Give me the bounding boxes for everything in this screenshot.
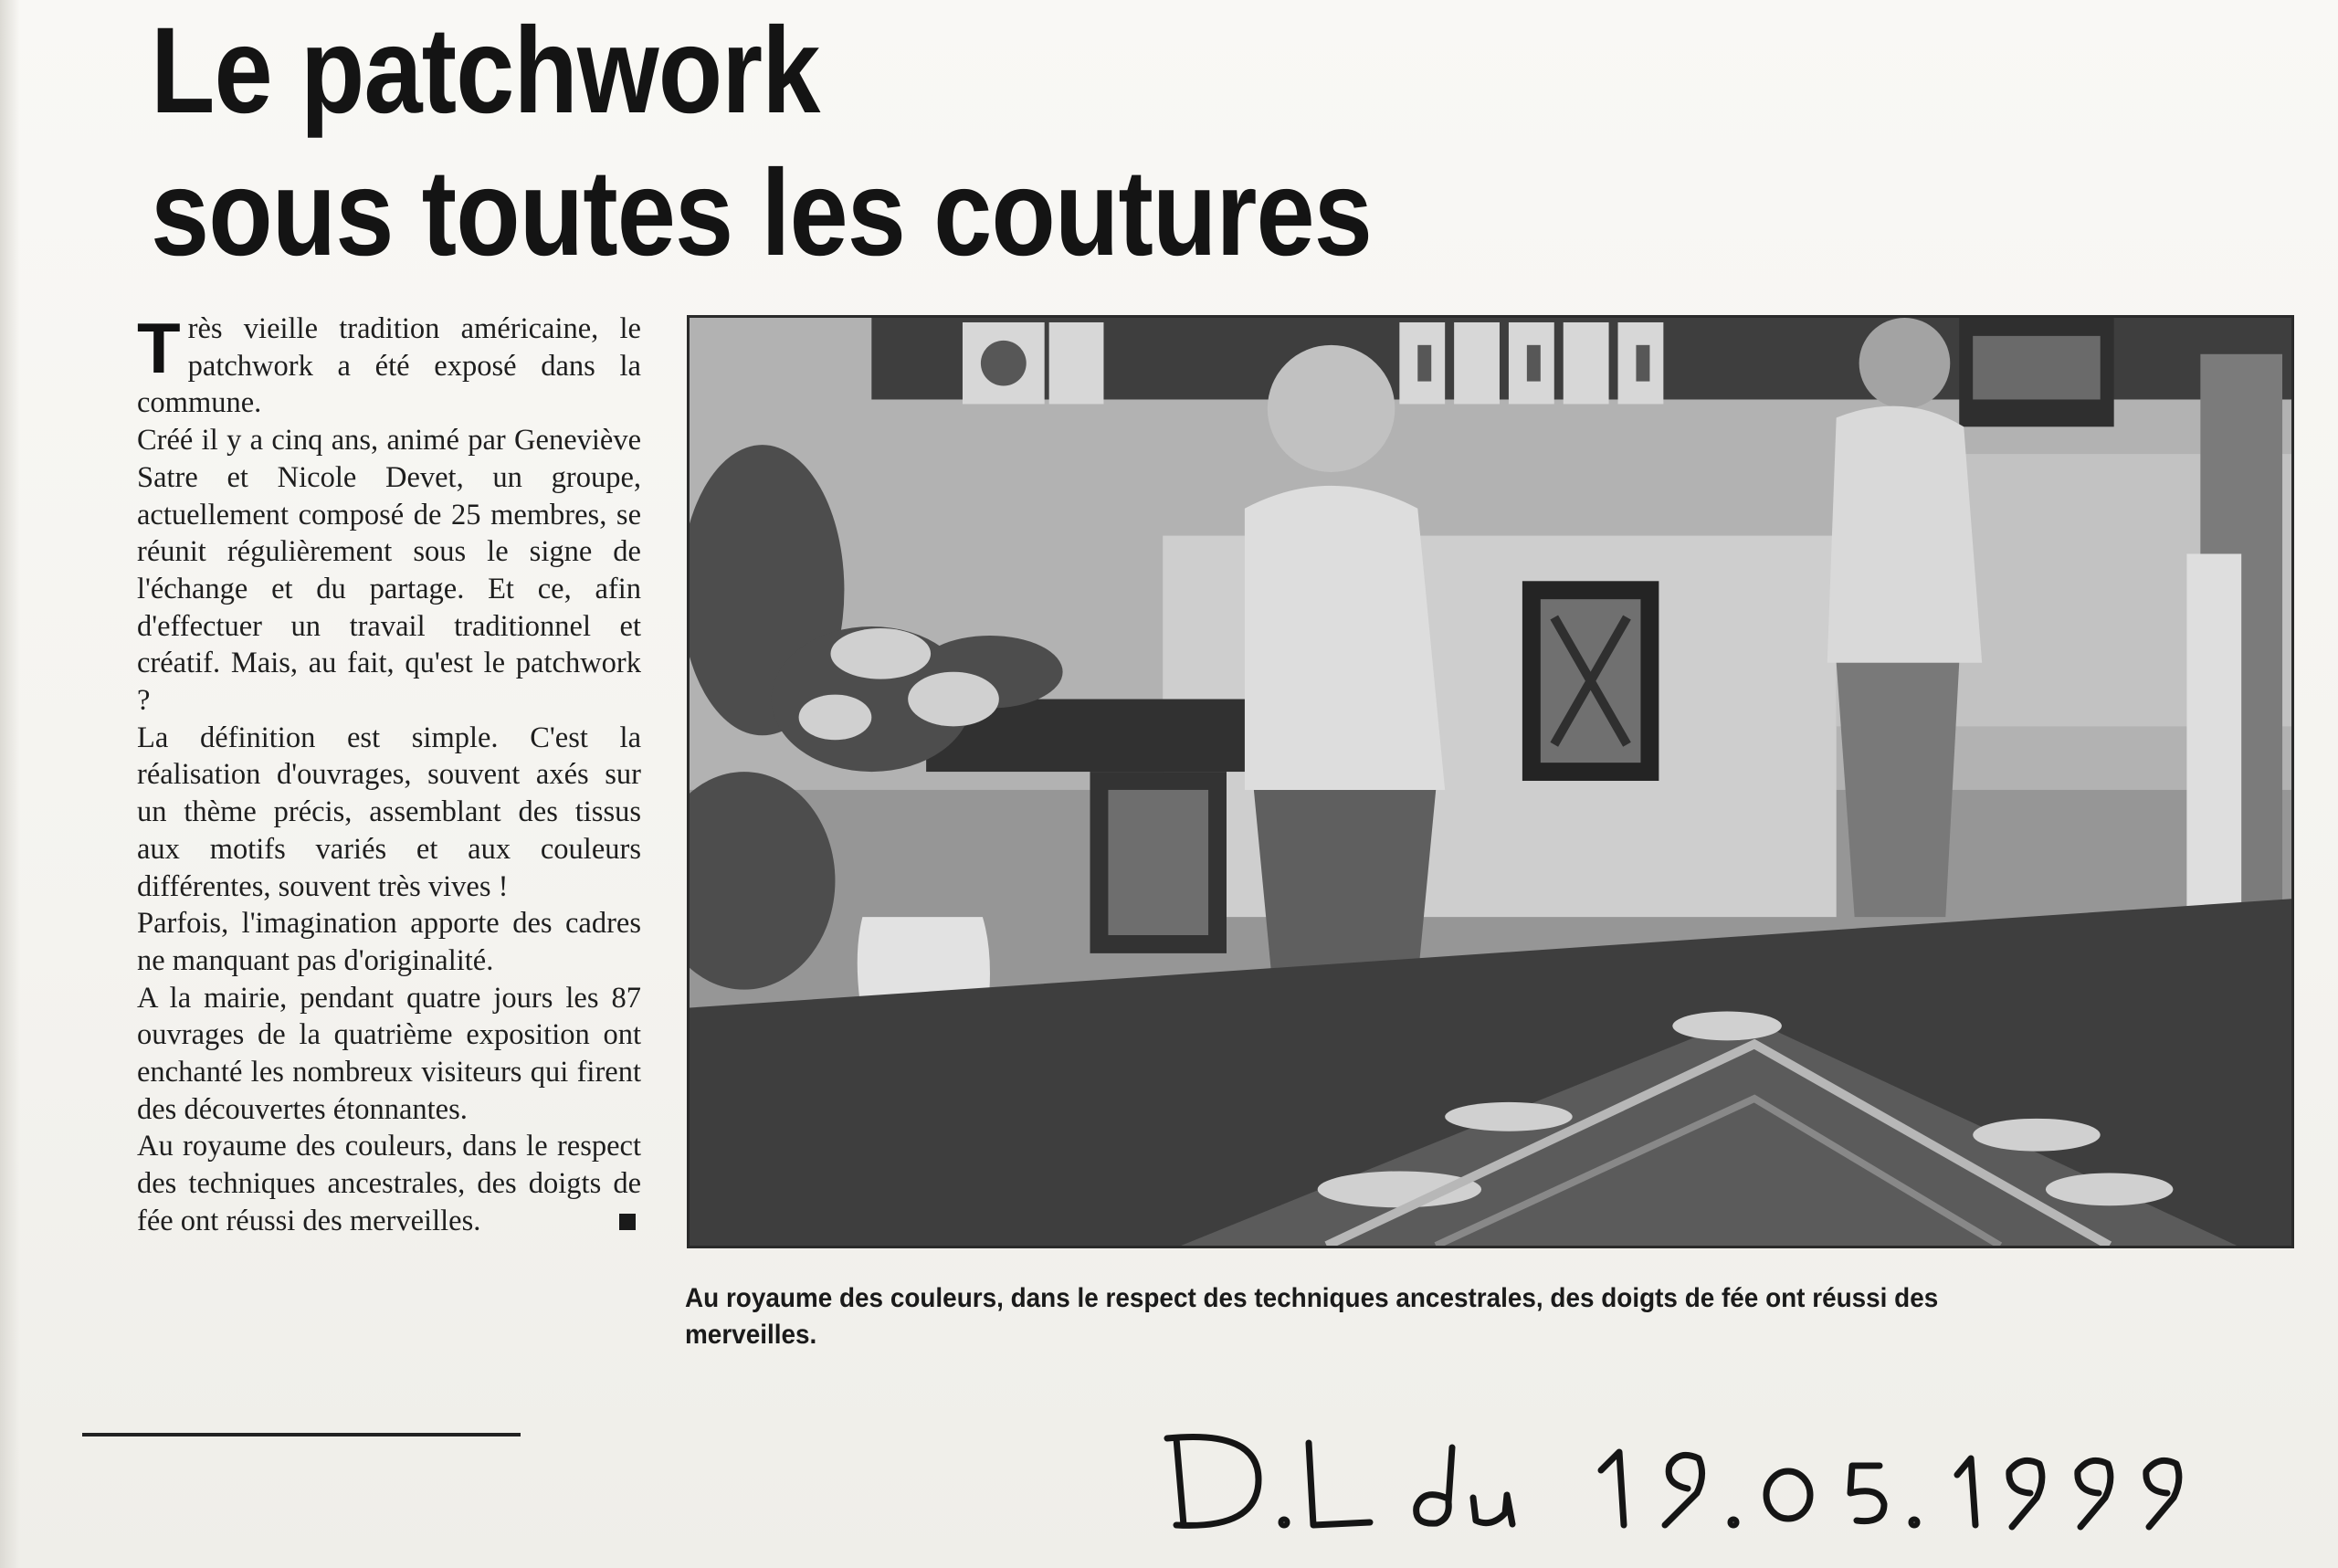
page-edge-shadow: [0, 0, 20, 1568]
article-paragraph: Au royaume des couleurs, dans le respect des techniques ancestrales, des doigts de fée ont réussi des merveilles.: [137, 1130, 641, 1237]
handwritten-date-drawing: [1158, 1411, 2217, 1548]
article-paragraph: La définition est simple. C'est la réalisation d'ouvrages, souvent axés sur un thème précis, assemblant des tissus aux motifs variés et aux couleurs différentes, souvent très vives !: [137, 721, 641, 903]
headline-line-1: Le patchwork: [151, 3, 820, 139]
headline-line-2: sous toutes les coutures: [151, 145, 1372, 281]
exhibition-photo-image: [690, 318, 2291, 1246]
end-of-article-mark: [619, 1214, 636, 1230]
photo-caption: Au royaume des couleurs, dans le respect des techniques ancestrales, des doigts de fée ont réussi des merveilles.: [685, 1283, 1939, 1350]
article-paragraph: Parfois, l'imagination apporte des cadres ne manquant pas d'originalité.: [137, 907, 641, 977]
article-body: [137, 310, 641, 1240]
column-rule: [82, 1433, 521, 1436]
drop-cap: T: [137, 308, 181, 388]
article-paragraph: Créé il y a cinq ans, animé par Geneviève Satre et Nicole Devet, un groupe, actuellement composé de 25 membres, se réunit régulièrement sous le signe de l'échange et du partage. Et ce, afin d'effectuer un travail traditionnel et créatif. Mais, au fait, qu'est le patchwork ?: [137, 424, 641, 718]
headline: [151, 0, 1372, 285]
exhibition-photo: [687, 315, 2294, 1248]
article-paragraph: Très vieille tradition américaine, le patchwork a été exposé dans la commune.: [137, 308, 641, 420]
article-paragraph: A la mairie, pendant quatre jours les 87 ouvrages de la quatrième exposition ont enchanté les nombreux visiteurs qui firent des découvertes étonnantes.: [137, 981, 641, 1126]
handwritten-date-annotation: [1158, 1411, 2217, 1548]
